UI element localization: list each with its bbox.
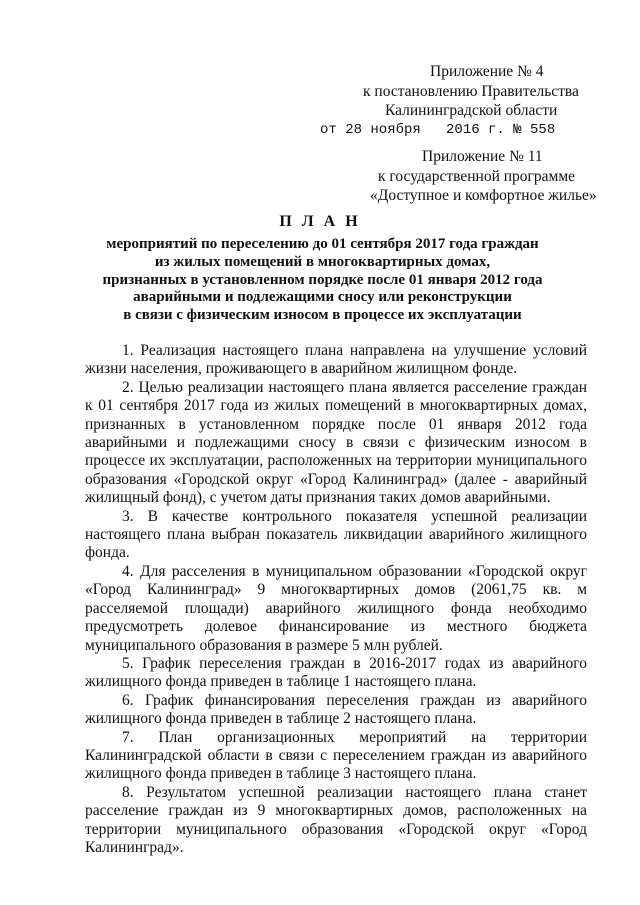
- subtitle-line: аварийными и подлежащими сносу или реконструкции: [133, 289, 512, 306]
- appendix-4-region: Калининградской области: [385, 102, 558, 119]
- appendix-4-number: Приложение № 4: [430, 63, 544, 80]
- appendix-4-date: от 28 ноября 2016 г. № 558: [320, 121, 556, 138]
- paragraph-8: 8. Результатом успешной реализации настоящего плана станет расселение граждан из 9 многоквартирных домов, расположенных на территории муниципального образования «Городской округ «Город Калининград».: [85, 783, 587, 856]
- appendix-11-program-name: «Доступное и комфортное жилье»: [370, 187, 597, 204]
- paragraph-1: 1. Реализация настоящего плана направлена на улучшение условий жизни населения, проживающего в аварийном жилищном фонде.: [85, 342, 587, 378]
- document-body: [85, 342, 587, 857]
- paragraph-5: 5. График переселения граждан в 2016-2017 годах из аварийного жилищного фонда приведен в таблице 1 настоящего плана.: [85, 654, 587, 691]
- document-title: П Л А Н: [279, 213, 361, 230]
- appendix-11-number: Приложение № 11: [422, 148, 543, 165]
- document-subtitle: [60, 236, 585, 325]
- paragraph-2: 2. Целью реализации настоящего плана является расселение граждан к 01 сентября 2017 года из жилых помещений в многоквартирных домах, признанных в установленном порядке после 01 января 2012 года аварийными и подлежащими сносу в связи с физическим износом в процессе их эксплуатации, расположенных на территории муниципального образования «Городской округ «Город Калининград» (далее - аварийный жилищный фонд), с учетом даты признания таких домов аварийными.: [85, 378, 587, 507]
- appendix-11-program: к государственной программе: [378, 167, 576, 185]
- subtitle-line: признанных в установленном порядке после 01 января 2012 года: [102, 271, 543, 288]
- subtitle-line: мероприятий по переселению до 01 сентября 2017 года граждан: [106, 236, 539, 252]
- paragraph-4: 4. Для расселения в муниципальном образовании «Городской округ «Город Калининград» 9 многоквартирных домов (2061,75 кв. м расселяемой площади) аварийного жилищного фонда необходимо предусмотреть долевое финансирование из местного бюджета муниципального образования в размере 5 млн рублей.: [85, 562, 587, 654]
- subtitle-line: в связи с физическим износом в процессе их эксплуатации: [123, 307, 522, 324]
- paragraph-7: 7. План организационных мероприятий на территории Калининградской области в связи с переселением граждан из аварийного жилищного фонда приведен в таблице 3 настоящего плана.: [85, 728, 587, 783]
- subtitle-line: из жилых помещений в многоквартирных домах,: [154, 253, 491, 270]
- paragraph-3: 3. В качестве контрольного показателя успешной реализации настоящего плана выбран показатель ликвидации аварийного жилищного фонда.: [85, 507, 587, 562]
- appendix-4-resolution: к постановлению Правительства: [363, 82, 579, 100]
- paragraph-6: 6. График финансирования переселения граждан из аварийного жилищного фонда приведен в таблице 2 настоящего плана.: [85, 691, 587, 728]
- appendix-11-header: [370, 147, 620, 206]
- appendix-4-header: [320, 62, 600, 140]
